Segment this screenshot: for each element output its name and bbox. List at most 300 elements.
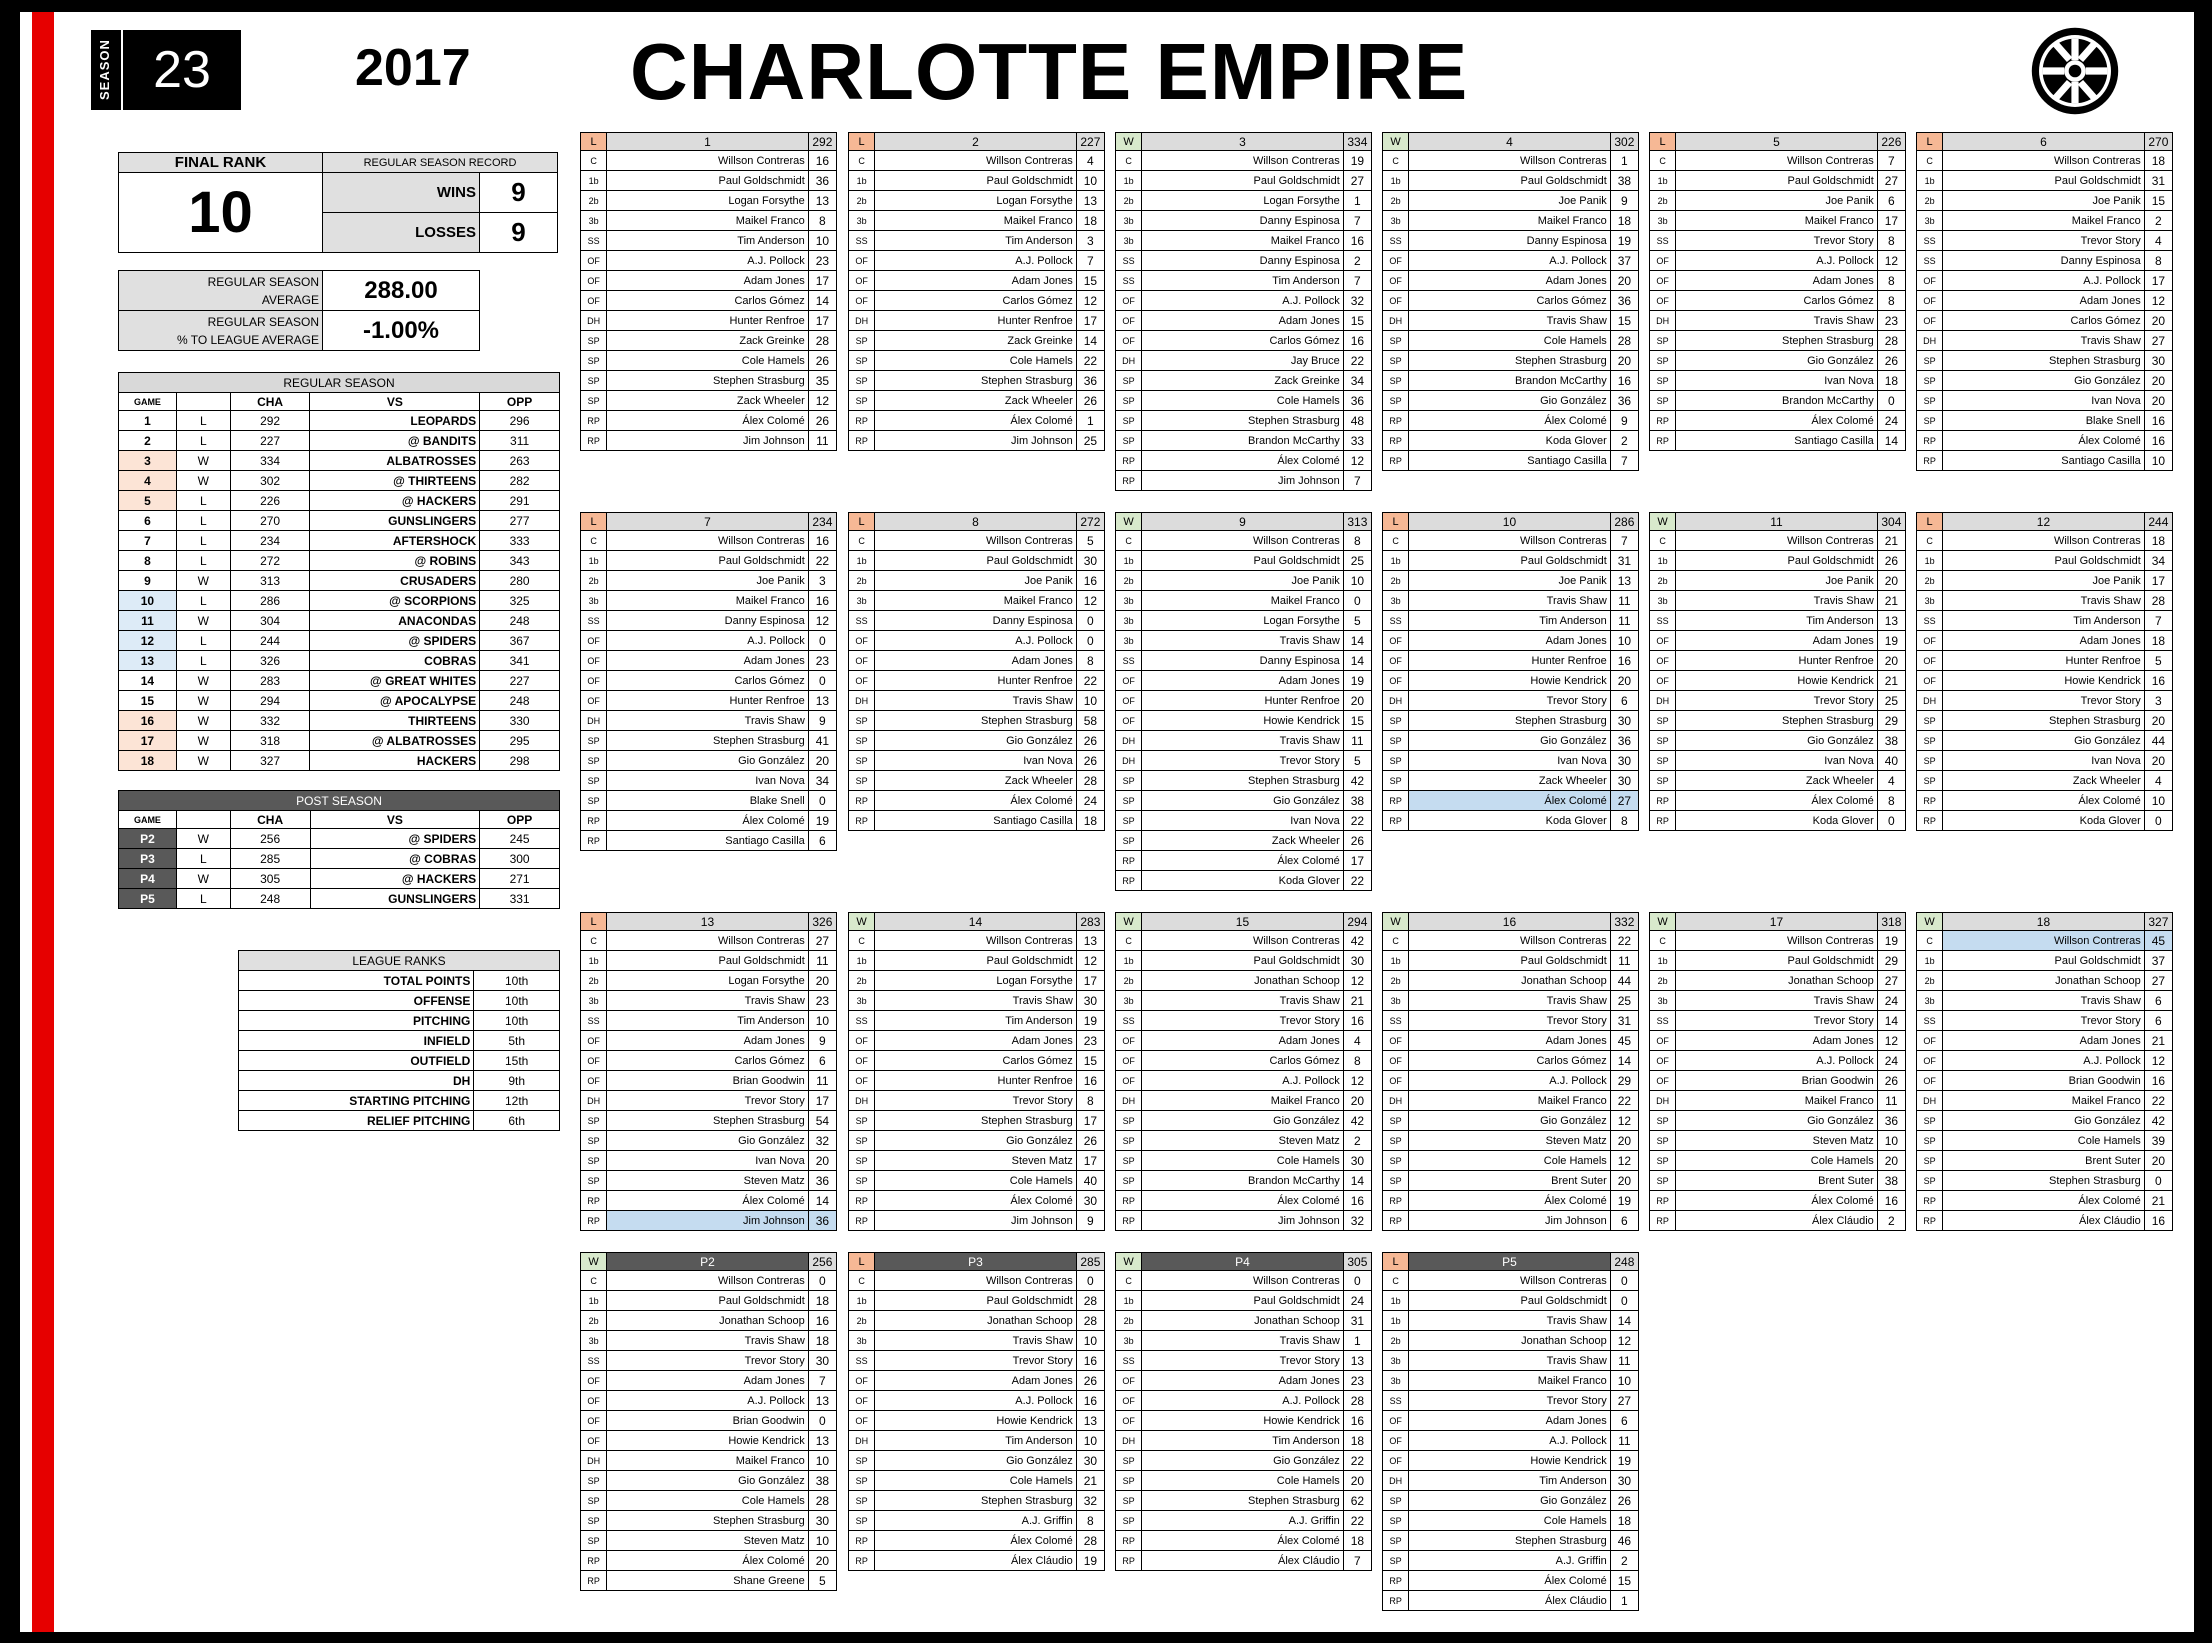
final-rank-label: FINAL RANK <box>119 153 323 173</box>
game-header-row <box>1917 513 2173 531</box>
player-points: 20 <box>1343 691 1371 711</box>
player-points: 48 <box>1343 411 1371 431</box>
table-row <box>1383 151 1639 171</box>
position: OF <box>1650 651 1676 671</box>
table-row <box>1650 951 1906 971</box>
position: 2b <box>1383 971 1409 991</box>
position: SP <box>849 1171 875 1191</box>
player-name: Stephen Strasburg <box>875 1111 1077 1131</box>
position: 2b <box>581 971 607 991</box>
player-points: 8 <box>1076 1091 1104 1111</box>
position: RP <box>1116 851 1142 871</box>
player-name: Howie Kendrick <box>607 1431 809 1451</box>
player-points: 37 <box>1610 251 1638 271</box>
position: OF <box>581 691 607 711</box>
position: 1b <box>849 1291 875 1311</box>
player-points: 12 <box>1343 1071 1371 1091</box>
table-row <box>119 551 560 571</box>
player-points: 20 <box>808 971 836 991</box>
player-points: 17 <box>808 311 836 331</box>
game-number: P4 <box>119 869 177 889</box>
position: OF <box>1383 1451 1409 1471</box>
table-row <box>1383 811 1639 831</box>
position: RP <box>581 411 607 431</box>
position: SP <box>1650 731 1676 751</box>
position: SP <box>1116 1491 1142 1511</box>
table-row <box>1116 991 1372 1011</box>
player-points: 16 <box>1343 331 1371 351</box>
position: DH <box>1917 691 1943 711</box>
table-row <box>849 1491 1105 1511</box>
table-row <box>1917 1211 2173 1231</box>
table-row <box>1383 231 1639 251</box>
team-score: 313 <box>230 571 310 591</box>
player-name: Gio González <box>1409 1111 1611 1131</box>
player-points: 30 <box>1076 1191 1104 1211</box>
player-name: Steven Matz <box>607 1531 809 1551</box>
player-name: Jim Johnson <box>875 1211 1077 1231</box>
opponent: @ COBRAS <box>310 849 480 869</box>
table-row <box>849 1311 1105 1331</box>
player-points: 26 <box>1076 731 1104 751</box>
position: RP <box>1116 471 1142 491</box>
game-number: 1 <box>607 133 809 151</box>
game-total: 283 <box>1076 913 1104 931</box>
game-result: W <box>176 571 230 591</box>
table-row <box>849 591 1105 611</box>
player-points: 17 <box>1076 971 1104 991</box>
game-header-row <box>849 913 1105 931</box>
position: RP <box>1116 1531 1142 1551</box>
table-row <box>1383 691 1639 711</box>
table-row <box>1383 551 1639 571</box>
table-row <box>1383 1051 1639 1071</box>
player-name: Howie Kendrick <box>1409 1451 1611 1471</box>
table-row <box>1116 1371 1372 1391</box>
post-season-header-row <box>119 811 560 829</box>
game-number: 8 <box>119 551 177 571</box>
position: SP <box>1383 771 1409 791</box>
game-total: 286 <box>1610 513 1638 531</box>
team-score: 326 <box>230 651 310 671</box>
table-row <box>849 1431 1105 1451</box>
position: C <box>849 931 875 951</box>
position: C <box>1116 531 1142 551</box>
player-name: Maikel Franco <box>875 211 1077 231</box>
player-points: 1 <box>1343 1331 1371 1351</box>
position: RP <box>581 811 607 831</box>
table-row <box>119 431 560 451</box>
player-name: Adam Jones <box>607 1371 809 1391</box>
position: C <box>1116 931 1142 951</box>
position: C <box>581 151 607 171</box>
player-name: Willson Contreras <box>1409 1271 1611 1291</box>
player-name: Gio González <box>1142 791 1344 811</box>
player-name: Carlos Gómez <box>1676 291 1878 311</box>
player-name: Álex Colomé <box>1142 1531 1344 1551</box>
rank-value: 6th <box>474 1111 560 1131</box>
table-row <box>1116 1211 1372 1231</box>
player-name: Willson Contreras <box>1676 531 1878 551</box>
rank-category: STARTING PITCHING <box>239 1091 474 1111</box>
position: SP <box>1383 1111 1409 1131</box>
position: C <box>1383 531 1409 551</box>
player-points: 20 <box>1610 271 1638 291</box>
player-name: Álex Colomé <box>1142 451 1344 471</box>
player-name: Cole Hamels <box>607 351 809 371</box>
player-points: 6 <box>2144 1011 2172 1031</box>
pct-label: REGULAR SEASON % TO LEAGUE AVERAGE <box>119 311 323 351</box>
player-name: Paul Goldschmidt <box>1142 171 1344 191</box>
player-points: 1 <box>1610 1591 1638 1611</box>
position: SP <box>1917 1171 1943 1191</box>
table-row <box>1650 1191 1906 1211</box>
position: OF <box>1917 311 1943 331</box>
position: SP <box>1383 731 1409 751</box>
player-name: Álex Colomé <box>1409 791 1611 811</box>
game-total: 244 <box>2144 513 2172 531</box>
table-row <box>849 551 1105 571</box>
position: RP <box>1383 451 1409 471</box>
player-points: 18 <box>1343 1531 1371 1551</box>
team-score: 272 <box>230 551 310 571</box>
player-name: Travis Shaw <box>1409 591 1611 611</box>
table-row <box>1116 251 1372 271</box>
player-name: Cole Hamels <box>1142 1151 1344 1171</box>
player-points: 28 <box>1877 331 1905 351</box>
table-row <box>1116 1391 1372 1411</box>
player-points: 20 <box>1877 571 1905 591</box>
position: 1b <box>581 951 607 971</box>
game-result: L <box>581 133 607 151</box>
player-points: 38 <box>808 1471 836 1491</box>
player-points: 16 <box>808 1311 836 1331</box>
player-name: A.J. Pollock <box>1943 1051 2145 1071</box>
position: 2b <box>1383 571 1409 591</box>
game-total: 313 <box>1343 513 1371 531</box>
player-name: Jim Johnson <box>875 431 1077 451</box>
position: RP <box>1383 1211 1409 1231</box>
game-number: P3 <box>875 1253 1077 1271</box>
table-row <box>849 1131 1105 1151</box>
player-name: Adam Jones <box>607 271 809 291</box>
player-points: 6 <box>1610 1411 1638 1431</box>
player-name: Jonathan Schoop <box>1676 971 1878 991</box>
player-points: 15 <box>1610 1571 1638 1591</box>
table-row <box>1116 1331 1372 1351</box>
position: 3b <box>1383 1351 1409 1371</box>
position: SP <box>1383 1491 1409 1511</box>
table-row <box>849 631 1105 651</box>
player-name: Trevor Story <box>1409 1011 1611 1031</box>
player-points: 23 <box>1076 1031 1104 1051</box>
game-table <box>580 1252 837 1591</box>
table-row <box>581 631 837 651</box>
table-row <box>849 1511 1105 1531</box>
table-row <box>1917 251 2173 271</box>
player-points: 12 <box>1076 291 1104 311</box>
table-row <box>1116 1171 1372 1191</box>
table-row <box>581 1271 837 1291</box>
player-name: Joe Panik <box>1142 571 1344 591</box>
player-name: Koda Glover <box>1409 431 1611 451</box>
table-row <box>581 391 837 411</box>
player-points: 40 <box>1076 1171 1104 1191</box>
position: DH <box>1917 331 1943 351</box>
player-name: Carlos Gómez <box>1142 331 1344 351</box>
position: RP <box>1383 411 1409 431</box>
table-row <box>1116 291 1372 311</box>
position: OF <box>1116 1051 1142 1071</box>
position: SP <box>581 791 607 811</box>
player-points: 23 <box>808 651 836 671</box>
position: SP <box>849 1131 875 1151</box>
position: SP <box>1116 431 1142 451</box>
position: SP <box>581 1511 607 1531</box>
opponent-score: 298 <box>480 751 560 771</box>
player-points: 14 <box>1877 431 1905 451</box>
team-score: 248 <box>230 889 310 909</box>
position: SS <box>1917 251 1943 271</box>
position: OF <box>1383 651 1409 671</box>
position: RP <box>1917 451 1943 471</box>
table-row <box>119 889 560 909</box>
position: OF <box>849 671 875 691</box>
position: C <box>1650 931 1676 951</box>
position: RP <box>1383 1571 1409 1591</box>
opponent-score: 296 <box>480 411 560 431</box>
table-row <box>1116 691 1372 711</box>
position: RP <box>1116 871 1142 891</box>
table-row <box>581 571 837 591</box>
team-score: 294 <box>230 691 310 711</box>
position: DH <box>1383 1091 1409 1111</box>
player-name: Álex Cláudio <box>1676 1211 1878 1231</box>
player-name: Steven Matz <box>607 1171 809 1191</box>
player-name: Adam Jones <box>1676 1031 1878 1051</box>
table-row <box>849 1191 1105 1211</box>
position: RP <box>1116 1551 1142 1571</box>
table-row <box>1917 971 2173 991</box>
table-row <box>581 791 837 811</box>
position: SP <box>1650 351 1676 371</box>
position: 1b <box>581 171 607 191</box>
position: OF <box>1116 1371 1142 1391</box>
position: 3b <box>849 211 875 231</box>
player-points: 35 <box>808 371 836 391</box>
player-name: Cole Hamels <box>875 1171 1077 1191</box>
player-name: Ivan Nova <box>607 1151 809 1171</box>
player-points: 10 <box>808 1011 836 1031</box>
player-points: 7 <box>1343 211 1371 231</box>
player-points: 16 <box>2144 1071 2172 1091</box>
player-points: 2 <box>1877 1211 1905 1231</box>
player-points: 27 <box>1343 171 1371 191</box>
position: C <box>1383 151 1409 171</box>
table-row <box>1650 971 1906 991</box>
table-row <box>581 811 837 831</box>
player-name: Travis Shaw <box>875 691 1077 711</box>
game-number: 14 <box>119 671 177 691</box>
player-name: Trevor Story <box>1943 1011 2145 1031</box>
position: SP <box>1116 771 1142 791</box>
table-row <box>849 351 1105 371</box>
game-number: 2 <box>119 431 177 451</box>
player-name: Logan Forsythe <box>875 971 1077 991</box>
game-result: L <box>176 889 230 909</box>
game-header-row <box>1650 513 1906 531</box>
player-points: 13 <box>808 691 836 711</box>
player-points: 18 <box>1610 1511 1638 1531</box>
position: OF <box>1383 631 1409 651</box>
table-row <box>1383 331 1639 351</box>
player-name: Stephen Strasburg <box>1142 1491 1344 1511</box>
position: SS <box>581 611 607 631</box>
player-name: Jim Johnson <box>607 431 809 451</box>
player-name: Carlos Gómez <box>1142 1051 1344 1071</box>
position: C <box>1116 151 1142 171</box>
player-points: 22 <box>1076 351 1104 371</box>
table-row <box>1917 571 2173 591</box>
position: DH <box>581 311 607 331</box>
table-row <box>1116 671 1372 691</box>
player-name: Álex Colomé <box>1943 1191 2145 1211</box>
table-row <box>1650 191 1906 211</box>
player-name: Blake Snell <box>1943 411 2145 431</box>
player-name: Adam Jones <box>1943 1031 2145 1051</box>
table-row <box>849 1531 1105 1551</box>
player-name: Willson Contreras <box>1409 931 1611 951</box>
player-points: 17 <box>1877 211 1905 231</box>
table-row <box>849 1171 1105 1191</box>
position: C <box>1383 931 1409 951</box>
table-row <box>239 1091 560 1111</box>
game-number: 12 <box>1943 513 2145 531</box>
player-name: Stephen Strasburg <box>1409 1531 1611 1551</box>
player-points: 18 <box>1076 211 1104 231</box>
position: DH <box>581 1451 607 1471</box>
player-name: Danny Espinosa <box>1943 251 2145 271</box>
table-row <box>849 411 1105 431</box>
player-name: Cole Hamels <box>1676 1151 1878 1171</box>
player-name: A.J. Pollock <box>1142 1071 1344 1091</box>
player-points: 7 <box>1610 451 1638 471</box>
position: OF <box>581 1411 607 1431</box>
table-row <box>849 371 1105 391</box>
player-points: 8 <box>1076 1511 1104 1531</box>
player-points: 6 <box>2144 991 2172 1011</box>
team-score: 304 <box>230 611 310 631</box>
player-name: Howie Kendrick <box>1142 1411 1344 1431</box>
table-row <box>849 731 1105 751</box>
player-points: 9 <box>1610 411 1638 431</box>
player-points: 15 <box>1076 271 1104 291</box>
table-row <box>119 451 560 471</box>
table-row <box>581 191 837 211</box>
player-points: 8 <box>1877 231 1905 251</box>
player-points: 7 <box>1610 531 1638 551</box>
opponent-score: 331 <box>480 889 560 909</box>
position: DH <box>1917 1091 1943 1111</box>
player-points: 19 <box>1610 1191 1638 1211</box>
player-points: 8 <box>1877 271 1905 291</box>
game-table <box>580 912 837 1231</box>
player-name: Willson Contreras <box>1943 931 2145 951</box>
player-name: Cole Hamels <box>607 1491 809 1511</box>
player-name: Brandon McCarthy <box>1142 431 1344 451</box>
table-row <box>849 1451 1105 1471</box>
table-row <box>1116 651 1372 671</box>
table-row <box>239 971 560 991</box>
player-name: Ivan Nova <box>1409 751 1611 771</box>
page <box>20 12 2194 1632</box>
table-row <box>849 431 1105 451</box>
table-row <box>1650 1151 1906 1171</box>
column-header: CHA <box>230 811 310 829</box>
player-name: Brandon McCarthy <box>1676 391 1878 411</box>
player-points: 25 <box>1076 431 1104 451</box>
game-table <box>1916 512 2173 831</box>
position: DH <box>1383 1471 1409 1491</box>
player-points: 44 <box>1610 971 1638 991</box>
game-header-row <box>1650 133 1906 151</box>
player-name: Gio González <box>1943 1111 2145 1131</box>
position: SP <box>1650 751 1676 771</box>
table-row <box>1383 351 1639 371</box>
player-points: 16 <box>1076 1351 1104 1371</box>
player-name: Jonathan Schoop <box>1142 971 1344 991</box>
position: SP <box>1383 331 1409 351</box>
table-row <box>1650 171 1906 191</box>
table-row <box>1383 931 1639 951</box>
player-name: Álex Colomé <box>875 791 1077 811</box>
player-name: Travis Shaw <box>1142 631 1344 651</box>
game-header-row <box>849 1253 1105 1271</box>
player-points: 17 <box>1343 851 1371 871</box>
player-name: Tim Anderson <box>607 1011 809 1031</box>
position: 1b <box>1383 1291 1409 1311</box>
position: 2b <box>1116 971 1142 991</box>
game-header-row <box>1917 133 2173 151</box>
player-points: 3 <box>2144 691 2172 711</box>
game-table <box>1115 512 1372 891</box>
position: 2b <box>1116 571 1142 591</box>
game-number: 8 <box>875 513 1077 531</box>
game-table <box>1649 132 1906 451</box>
game-table <box>580 132 837 451</box>
game-table <box>1115 132 1372 491</box>
table-row <box>849 171 1105 191</box>
position: 1b <box>1383 1311 1409 1331</box>
player-points: 7 <box>1343 1551 1371 1571</box>
player-points: 30 <box>1343 1151 1371 1171</box>
player-points: 39 <box>2144 1131 2172 1151</box>
table-row <box>1116 1011 1372 1031</box>
opponent: @ SCORPIONS <box>310 591 480 611</box>
player-name: Maikel Franco <box>1943 1091 2145 1111</box>
game-header-row <box>581 513 837 531</box>
player-points: 25 <box>1343 551 1371 571</box>
player-points: 7 <box>1343 271 1371 291</box>
game-result: L <box>176 511 230 531</box>
player-points: 20 <box>2144 311 2172 331</box>
table-row <box>1650 411 1906 431</box>
player-name: Paul Goldschmidt <box>1943 551 2145 571</box>
player-name: Jonathan Schoop <box>1409 1331 1611 1351</box>
table-row <box>581 551 837 571</box>
player-name: Willson Contreras <box>875 1271 1077 1291</box>
position: RP <box>849 411 875 431</box>
